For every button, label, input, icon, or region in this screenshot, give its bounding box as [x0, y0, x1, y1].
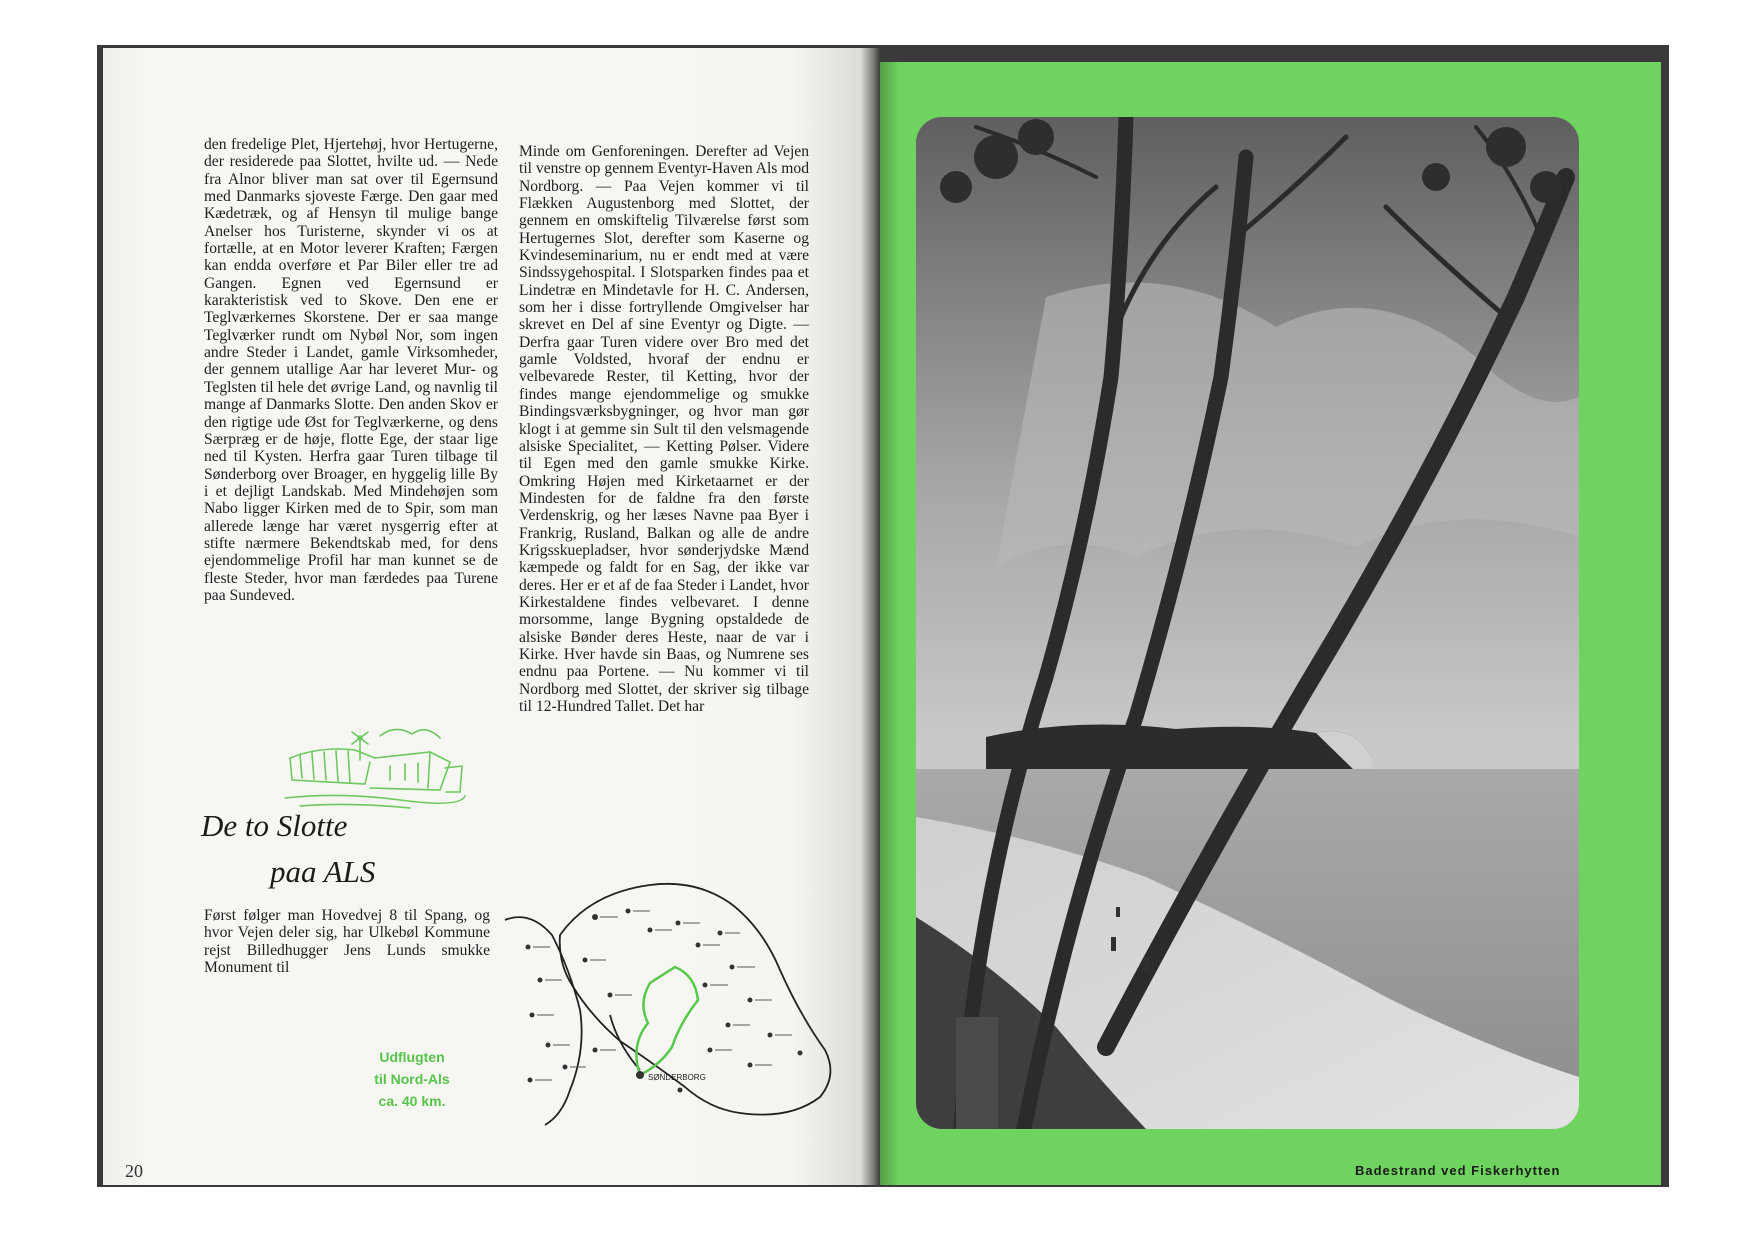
beach-photograph: [916, 117, 1579, 1129]
section-heading-line-1: De to Slotte: [201, 808, 348, 843]
text-column-3: Først følger man Hovedvej 8 til Spang, og hvor Vejen deler sig, har Ulkebøl Kommune rejst Billedhugger Jens Lunds smukke Monument til: [204, 907, 490, 977]
text-column-2: Minde om Genforeningen. Derefter ad Vejen til venstre op gennem Eventyr-Haven Als mod Nordborg. — Paa Vejen kommer vi til Flækken Augustenborg med Slottet, der gennem en omskiftelig Tilværelse først som Hertugernes Slot, derefter som Kaserne og Kvindeseminarium, nu er endt med at være Sindssygehospital. I Slotsparken findes paa et Lindetræ en Mindetavle for H. C. Andersen, som her i disse fortryllende Omgivelser har skrevet en Del af sine Eventyr og Digte. — Derfra gaar Turen videre over Bro med det gamle Voldsted, hvoraf der endnu er velbevarede Rester, til Ketting, hvor der findes mange ejendommelige og smukke Bindingsværksbygninger, og hvor man gør klogt i at gemme sin Sult til den velsmagende alsiske Specialitet, — Ketting Pølser. Videre til Egen med den gamle smukke Kirke. Omkring Højen med Kirketaarnet er der Mindesten for de faldne fra den første Verdenskrig, og her læses Navne paa Byer i Frankrig, Rusland, Balkan og alle de andre Krigsskuepladser, hvor sønderjydske Mænd kæmpede og faldt for en Sag, der ikke var deres. Her er et af de faa Steder i Landet, hvor Kirkestaldene findes velbevaret. I denne morsomme, lange Bygning opstaldede de alsiske Bønder deres Heste, naar de var i Kirke. Hver havde sin Baas, og Numrene ses endnu paa Portene. — Nu kommer vi til Nordborg med Slottet, der skriver sig tilbage til 12-Hundred Tallet. Det har: [519, 143, 809, 715]
text-column-1: den fredelige Plet, Hjertehøj, hvor Hertugerne, der residerede paa Slottet, hvilte ud. — Nede fra Alnor bliver man sat over til Egernsund med Danmarks sjoveste Færge. Den gaar med Kædetræk, og af Hensyn til mulige bange Anelser hos Turisterne, skynder vi os at fortælle, at en Motor leverer Kraften; Færgen kan endda overføre et Par Biler eller tre ad Gangen. Egnen ved Egernsund er karakteristisk ved to Skove. Den ene er Teglværkernes Skorstene. Der er saa mange Teglværker rundt om Nybøl Nor, som ingen andre Steder i Landet, gamle Virksomheder, der gennem utallige Aar har leveret Mur- og Teglsten til hele det øvrige Land, og navnlig til mange af Danmarks Slotte. Den anden Skov er den rigtige ude Øst for Teglværkerne, og dens Særpræg er de høje, flotte Ege, der staar lige ned til Kysten. Herfra gaar Turen tilbage til Sønderborg over Broager, en hyggelig lille By i et dejligt Landskab. Med Mindehøjen som Nabo ligger Kirken med de to Spir, som man allerede længe har været nysgerrig efter at stifte nærmere Bekendtskab med, for dens ejendommelige Profil har man kunnet se de fleste Steder, hvor man færdedes paa Turene paa Sundeved.: [204, 136, 498, 604]
book-gutter: [862, 48, 880, 1185]
map-caption-line: ca. 40 km.: [378, 1093, 446, 1109]
page-number: 20: [125, 1161, 143, 1181]
farm-sketch-illustration: [280, 718, 470, 813]
map-caption-line: til Nord-Als: [374, 1071, 450, 1087]
section-heading-line-2: paa ALS: [270, 854, 376, 889]
map-of-nord-als: [500, 875, 845, 1130]
map-caption-line: Udflugten: [379, 1049, 445, 1065]
photo-caption: Badestrand ved Fiskerhytten: [1355, 1163, 1561, 1178]
map-caption: [362, 1046, 462, 1112]
map-city-label: SØNDERBORG: [648, 1073, 706, 1082]
